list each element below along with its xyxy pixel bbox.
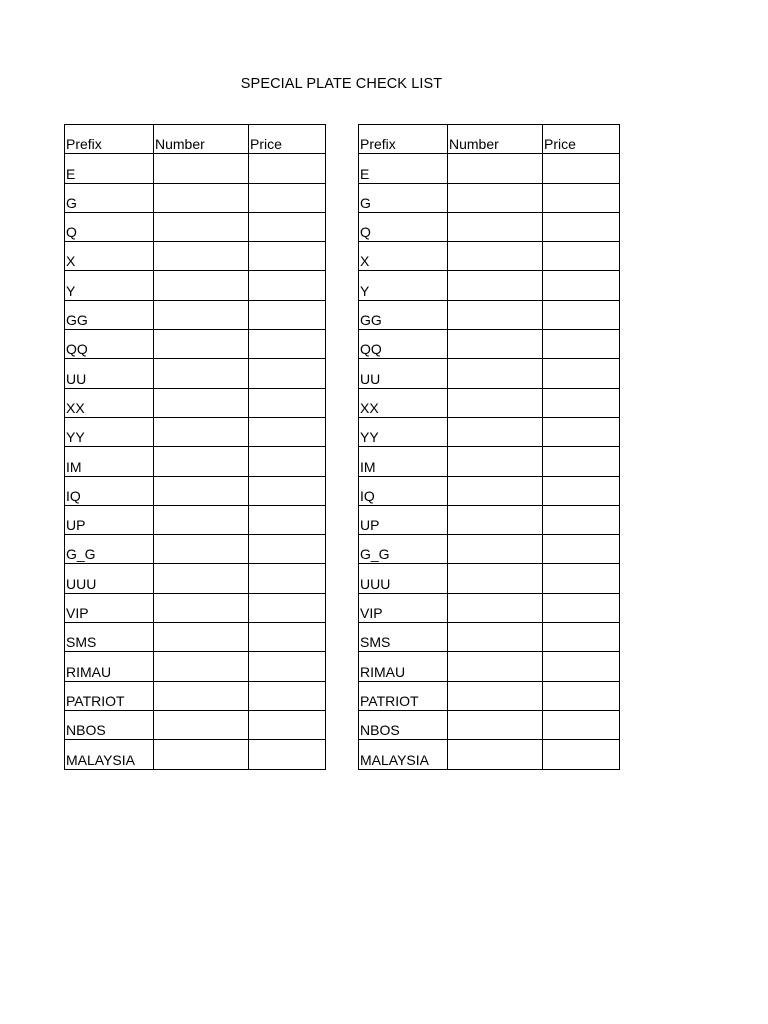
price-cell [249,330,326,359]
price-cell [249,271,326,300]
price-cell [543,183,620,212]
price-cell [543,710,620,739]
number-cell [154,330,249,359]
price-cell [249,183,326,212]
prefix-header: Prefix [359,125,448,154]
prefix-cell: G_G [359,535,448,564]
table-row [65,154,326,183]
number-cell [448,564,543,593]
table-row [359,740,620,769]
prefix-cell: Y [359,271,448,300]
prefix-cell: UP [359,505,448,534]
number-cell [448,593,543,622]
price-cell [249,593,326,622]
prefix-cell: IQ [65,476,154,505]
header-row [359,125,620,154]
prefix-cell: QQ [359,330,448,359]
table-row [65,300,326,329]
table-row [65,388,326,417]
prefix-cell: VIP [65,593,154,622]
table-row [65,740,326,769]
prefix-cell: G_G [65,535,154,564]
prefix-cell: E [65,154,154,183]
price-cell [543,330,620,359]
prefix-cell: X [65,242,154,271]
number-cell [154,212,249,241]
price-cell [543,417,620,446]
table-row [65,593,326,622]
prefix-cell: QQ [65,330,154,359]
number-cell [448,447,543,476]
table-row [65,535,326,564]
page-title: SPECIAL PLATE CHECK LIST [240,76,443,92]
price-cell [543,212,620,241]
prefix-cell: RIMAU [359,652,448,681]
table-row [65,330,326,359]
price-cell [543,593,620,622]
table-row [359,681,620,710]
table-row [359,593,620,622]
number-cell [448,623,543,652]
table-row [65,212,326,241]
number-header: Number [154,125,249,154]
price-cell [249,564,326,593]
prefix-cell: G [65,183,154,212]
table-row [359,476,620,505]
number-cell [154,300,249,329]
price-cell [249,447,326,476]
number-header: Number [448,125,543,154]
table-row [65,447,326,476]
prefix-cell: UUU [65,564,154,593]
number-cell [154,652,249,681]
checklist-table-right [358,124,620,770]
prefix-cell: UUU [359,564,448,593]
number-cell [154,681,249,710]
price-cell [543,681,620,710]
table-row [65,417,326,446]
price-cell [543,242,620,271]
table-row [65,623,326,652]
table-row [65,271,326,300]
number-cell [448,417,543,446]
price-cell [249,154,326,183]
number-cell [154,183,249,212]
prefix-cell: RIMAU [65,652,154,681]
price-cell [543,505,620,534]
price-cell [543,564,620,593]
number-cell [448,740,543,769]
table-row [359,447,620,476]
prefix-cell: PATRIOT [359,681,448,710]
price-cell [543,476,620,505]
price-cell [249,505,326,534]
prefix-cell: IM [359,447,448,476]
prefix-cell: UP [65,505,154,534]
prefix-cell: GG [65,300,154,329]
prefix-cell: MALAYSIA [359,740,448,769]
number-cell [448,476,543,505]
table-row [65,183,326,212]
price-cell [249,740,326,769]
prefix-cell: PATRIOT [65,681,154,710]
table-row [359,242,620,271]
prefix-cell: UU [65,359,154,388]
prefix-cell: IM [65,447,154,476]
table-row [359,623,620,652]
number-cell [448,212,543,241]
price-cell [249,242,326,271]
price-cell [249,476,326,505]
prefix-cell: E [359,154,448,183]
number-cell [448,300,543,329]
number-cell [154,388,249,417]
price-cell [249,359,326,388]
prefix-cell: G [359,183,448,212]
prefix-cell: YY [359,417,448,446]
price-header: Price [543,125,620,154]
number-cell [448,330,543,359]
prefix-cell: NBOS [65,710,154,739]
prefix-cell: YY [65,417,154,446]
price-cell [543,388,620,417]
price-cell [249,212,326,241]
table-row [359,154,620,183]
table-row [359,710,620,739]
price-cell [543,447,620,476]
number-cell [154,359,249,388]
price-cell [543,623,620,652]
prefix-cell: Q [359,212,448,241]
number-cell [154,417,249,446]
number-cell [154,710,249,739]
number-cell [154,535,249,564]
table-row [359,652,620,681]
prefix-cell: Q [65,212,154,241]
number-cell [448,359,543,388]
number-cell [154,593,249,622]
price-cell [249,623,326,652]
number-cell [154,271,249,300]
price-cell [249,388,326,417]
header-row [65,125,326,154]
price-cell [543,740,620,769]
number-cell [154,740,249,769]
price-cell [249,652,326,681]
number-cell [448,652,543,681]
price-cell [249,417,326,446]
prefix-cell: SMS [359,623,448,652]
table-row [65,505,326,534]
table-row [359,330,620,359]
table-row [359,271,620,300]
number-cell [448,242,543,271]
price-cell [543,652,620,681]
price-cell [543,154,620,183]
table-row [359,535,620,564]
price-cell [543,300,620,329]
table-row [359,417,620,446]
number-cell [154,564,249,593]
number-cell [448,681,543,710]
prefix-cell: UU [359,359,448,388]
prefix-cell: Y [65,271,154,300]
prefix-cell: IQ [359,476,448,505]
table-row [359,564,620,593]
table-row [359,359,620,388]
number-cell [448,271,543,300]
number-cell [448,535,543,564]
number-cell [448,154,543,183]
price-cell [249,535,326,564]
prefix-cell: NBOS [359,710,448,739]
prefix-cell: XX [359,388,448,417]
table-row [359,505,620,534]
price-header: Price [249,125,326,154]
prefix-cell: XX [65,388,154,417]
price-cell [543,271,620,300]
prefix-cell: SMS [65,623,154,652]
price-cell [543,535,620,564]
price-cell [249,300,326,329]
prefix-cell: VIP [359,593,448,622]
table-row [65,681,326,710]
table-row [359,388,620,417]
prefix-cell: X [359,242,448,271]
table-row [359,212,620,241]
table-row [65,476,326,505]
checklist-table-left [64,124,326,770]
price-cell [249,681,326,710]
number-cell [154,154,249,183]
number-cell [448,710,543,739]
number-cell [448,183,543,212]
prefix-cell: MALAYSIA [65,740,154,769]
table-row [65,359,326,388]
prefix-cell: GG [359,300,448,329]
prefix-header: Prefix [65,125,154,154]
number-cell [448,505,543,534]
price-cell [543,359,620,388]
number-cell [448,388,543,417]
price-cell [249,710,326,739]
number-cell [154,476,249,505]
table-row [65,710,326,739]
table-row [359,183,620,212]
table-row [65,242,326,271]
table-row [65,652,326,681]
table-row [65,564,326,593]
table-row [359,300,620,329]
number-cell [154,505,249,534]
number-cell [154,242,249,271]
number-cell [154,623,249,652]
number-cell [154,447,249,476]
